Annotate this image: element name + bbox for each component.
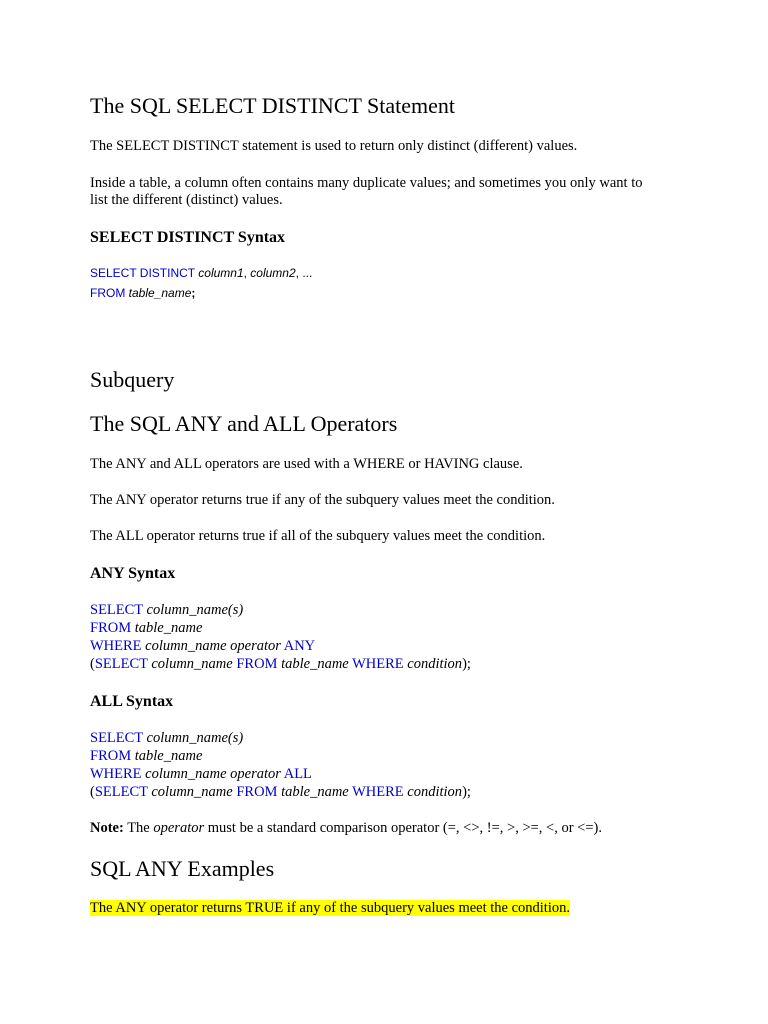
note-label: Note: bbox=[90, 820, 124, 836]
any-all-paragraph-1: The ANY and ALL operators are used with a WHERE or HAVING clause. bbox=[90, 456, 523, 472]
any-all-paragraph-2: The ANY operator returns true if any of the subquery values meet the condition. bbox=[90, 492, 555, 508]
keyword-where: WHERE bbox=[352, 656, 404, 672]
code-table-name: table_name bbox=[281, 784, 349, 800]
highlighted-text: The ANY operator returns TRUE if any of the subquery values meet the condition. bbox=[90, 900, 570, 916]
code-close: ); bbox=[462, 656, 471, 672]
code-column-name: column_name bbox=[151, 784, 233, 800]
keyword-from: FROM bbox=[236, 656, 278, 672]
keyword-select: SELECT bbox=[90, 730, 143, 746]
code-column1: column1 bbox=[198, 266, 244, 280]
code-column2: column2 bbox=[250, 266, 296, 280]
distinct-paragraph-2-line-2: list the different (distinct) values. bbox=[90, 192, 283, 208]
code-sep: , bbox=[243, 266, 251, 280]
code-condition: condition bbox=[407, 656, 463, 672]
code-ellipsis: , ... bbox=[295, 266, 313, 280]
any-code-line-4 bbox=[90, 655, 471, 673]
code-table-name: table_name bbox=[134, 620, 203, 636]
code-column-name-operator: column_name operator bbox=[145, 638, 281, 654]
code-semicolon: ; bbox=[191, 286, 196, 300]
keyword-select: SELECT bbox=[94, 656, 148, 672]
all-code-line-3 bbox=[90, 765, 312, 783]
code-column-name: column_name bbox=[151, 656, 233, 672]
code-open-paren: ( bbox=[90, 656, 95, 672]
code-condition: condition bbox=[407, 784, 463, 800]
keyword-where: WHERE bbox=[90, 638, 142, 654]
all-code-line-2 bbox=[90, 747, 202, 765]
keyword-where: WHERE bbox=[352, 784, 404, 800]
all-syntax-heading: ALL Syntax bbox=[90, 693, 174, 710]
note-operator: operator bbox=[153, 820, 205, 836]
code-table-name: table_name bbox=[281, 656, 349, 672]
keyword-from: FROM bbox=[90, 620, 132, 636]
any-all-title: The SQL ANY and ALL Operators bbox=[90, 411, 398, 436]
keyword-any: ANY bbox=[283, 638, 316, 654]
subquery-title: Subquery bbox=[90, 367, 175, 392]
code-table-name: table_name bbox=[134, 748, 203, 764]
any-all-paragraph-3: The ALL operator returns true if all of the subquery values meet the condition. bbox=[90, 528, 546, 544]
distinct-paragraph-2-line-1: Inside a table, a column often contains many duplicate values; and sometimes you only want to bbox=[90, 175, 643, 191]
distinct-syntax-heading: SELECT DISTINCT Syntax bbox=[90, 229, 286, 246]
code-close: ); bbox=[462, 784, 471, 800]
any-code-line-3 bbox=[90, 637, 315, 655]
note-rest: must be a standard comparison operator (=, <>, !=, >, >=, <, or <=). bbox=[207, 820, 602, 836]
keyword-from: FROM bbox=[90, 286, 126, 300]
keyword-select-distinct: SELECT DISTINCT bbox=[90, 266, 195, 280]
keyword-from: FROM bbox=[90, 748, 132, 764]
code-column-name-operator: column_name operator bbox=[145, 766, 281, 782]
keyword-select: SELECT bbox=[90, 602, 143, 618]
keyword-all: ALL bbox=[283, 766, 312, 782]
distinct-paragraph-1: The SELECT DISTINCT statement is used to return only distinct (different) values. bbox=[90, 138, 578, 154]
all-code-line-4 bbox=[90, 783, 471, 801]
examples-highlight-paragraph bbox=[90, 900, 570, 917]
any-code-line-2 bbox=[90, 619, 202, 637]
all-code-line-1 bbox=[90, 729, 243, 747]
keyword-select: SELECT bbox=[94, 784, 148, 800]
code-column-names: column_name(s) bbox=[146, 730, 244, 746]
distinct-code-line-1 bbox=[90, 263, 312, 283]
keyword-where: WHERE bbox=[90, 766, 142, 782]
any-code-line-1 bbox=[90, 601, 243, 619]
any-syntax-heading: ANY Syntax bbox=[90, 565, 176, 582]
code-column-names: column_name(s) bbox=[146, 602, 244, 618]
code-table-name: table_name bbox=[128, 286, 192, 300]
keyword-from: FROM bbox=[236, 784, 278, 800]
note-the: The bbox=[127, 820, 150, 836]
note-paragraph bbox=[90, 820, 602, 837]
code-open-paren: ( bbox=[90, 784, 95, 800]
examples-title: SQL ANY Examples bbox=[90, 856, 275, 881]
distinct-code-line-2 bbox=[90, 283, 195, 303]
distinct-title: The SQL SELECT DISTINCT Statement bbox=[90, 93, 456, 118]
